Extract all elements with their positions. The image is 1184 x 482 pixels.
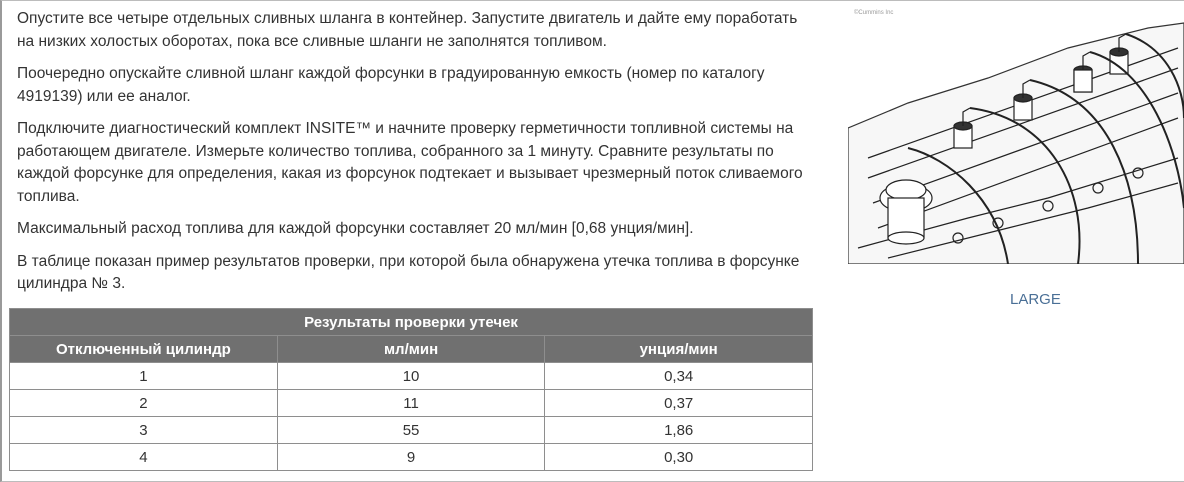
instruction-paragraph-3: Подключите диагностический комплект INSITE™ и начните проверку герметичности топливной системы на работающем двигателе. Измерьте количество топлива, собранного за 1 минуту. Сравните результаты по каждой форсунке для определения, какая из форсунок подтекает и вызывает чрезмерный поток сливаемого топлива.: [17, 120, 803, 205]
table-cell: 10: [277, 363, 545, 390]
table-cell: 4: [10, 444, 278, 471]
instructions-text: [17, 8, 817, 306]
instruction-paragraph-4: Максимальный расход топлива для каждой форсунки составляет 20 мл/мин [0,68 унция/мин].: [17, 220, 694, 237]
table-cell: 1: [10, 363, 278, 390]
instruction-paragraph-5: В таблице показан пример результатов проверки, при которой была обнаружена утечка топлива в форсунке цилиндра № 3.: [17, 252, 800, 292]
table-cell: 3: [10, 417, 278, 444]
engine-drawing: [848, 8, 1184, 264]
table-row: [10, 444, 813, 471]
table-cell: 2: [10, 390, 278, 417]
column-header-cylinder: Отключенный цилиндр: [10, 336, 278, 363]
table-cell: 11: [277, 390, 545, 417]
table-cell: 0,37: [545, 390, 813, 417]
leak-results-table-wrapper: [9, 308, 813, 471]
engine-injector-illustration[interactable]: [848, 8, 1184, 264]
table-header-row: [10, 336, 813, 363]
table-row: [10, 363, 813, 390]
table-cell: 55: [277, 417, 545, 444]
column-header-ml-per-min: мл/мин: [277, 336, 545, 363]
table-cell: 9: [277, 444, 545, 471]
table-cell: 0,34: [545, 363, 813, 390]
table-cell: 0,30: [545, 444, 813, 471]
column-header-oz-per-min: унция/мин: [545, 336, 813, 363]
table-row: [10, 417, 813, 444]
figure-copyright: ©Cummins Inc: [854, 10, 894, 16]
large-image-link[interactable]: LARGE: [1010, 291, 1061, 308]
instruction-paragraph-2: Поочередно опускайте сливной шланг каждой форсунки в градуированную емкость (номер по каталогу 4919139) или ее аналог.: [17, 65, 765, 105]
leak-results-table: [9, 308, 813, 471]
table-caption: Результаты проверки утечек: [10, 309, 813, 336]
table-caption-row: [10, 309, 813, 336]
instruction-paragraph-1: Опустите все четыре отдельных сливных шланга в контейнер. Запустите двигатель и дайте ему поработать на низких холостых оборотах, пока все сливные шланги не заполнятся топливом.: [17, 10, 798, 50]
table-row: [10, 390, 813, 417]
table-cell: 1,86: [545, 417, 813, 444]
